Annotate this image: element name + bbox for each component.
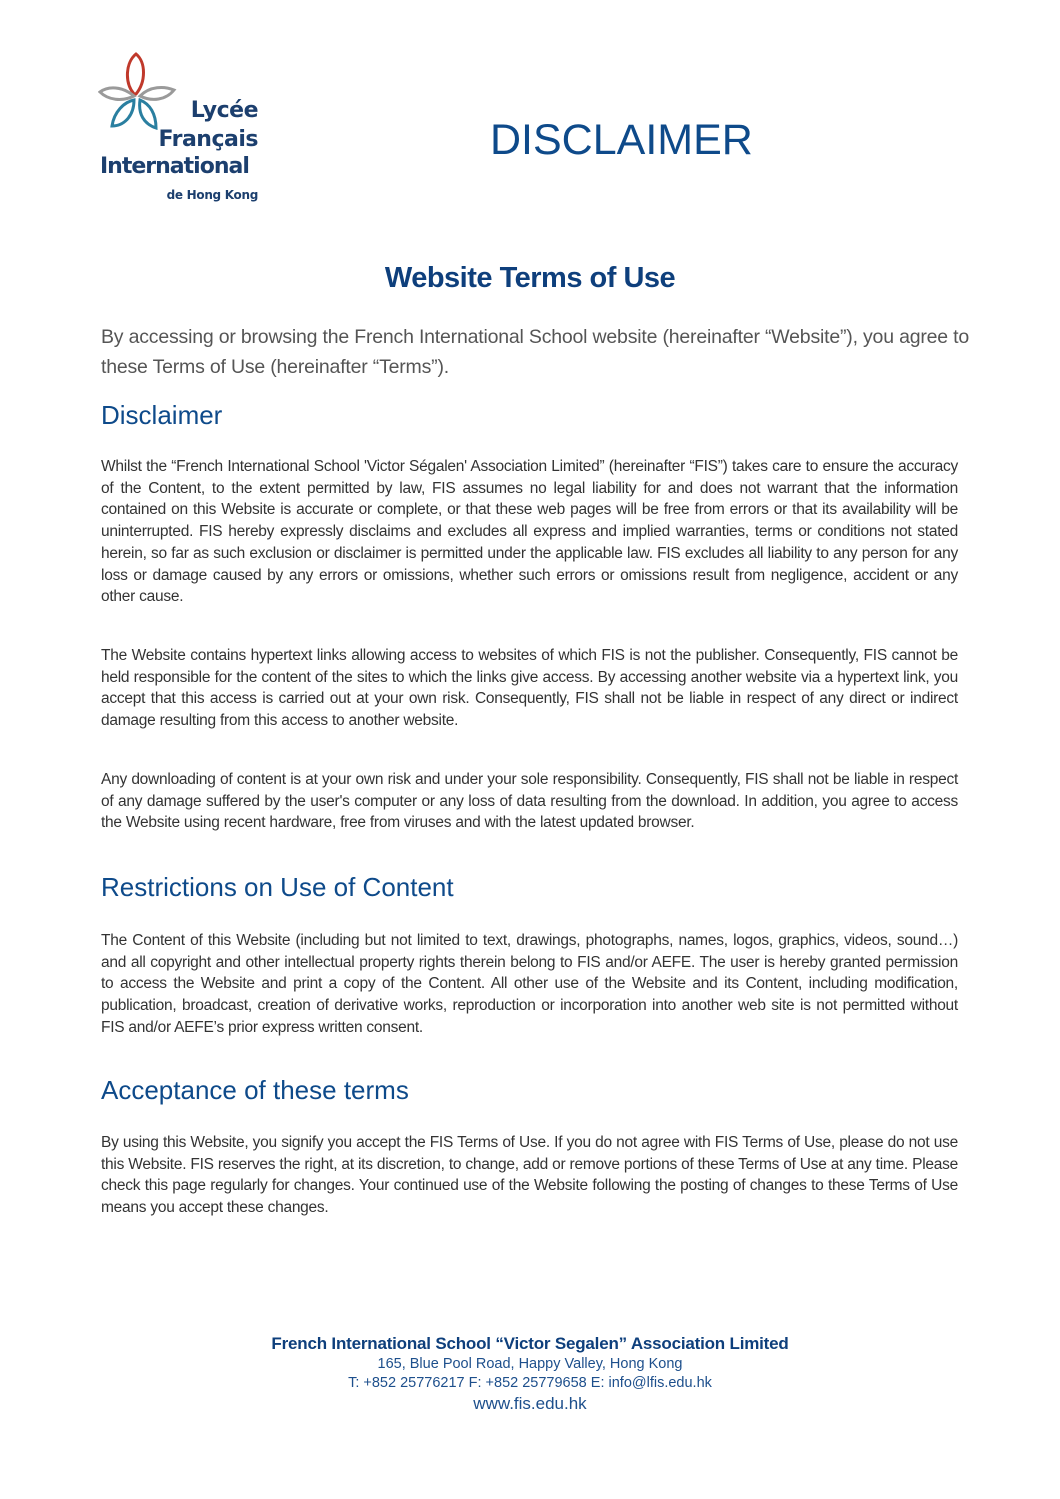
- section-title-disclaimer: Disclaimer: [101, 400, 223, 430]
- footer-contact: T: +852 25776217 F: +852 25779658 E: info@lfis.edu.hk: [348, 1375, 712, 1391]
- paragraph-restrictions: The Content of this Website (including but not limited to text, drawings, photographs, names, logos, graphics, videos, sound…) and all copyright and other intellectual property rights therein belong to FIS and/or AEFE. The user is hereby granted permission to access the Website and print a copy of the Content. All other use of the Website and its Content, including modification, publication, broadcast, creation of derivative works, reproduction or incorporation into another web site is not permitted without FIS and/or AEFE’s prior express written consent.: [101, 932, 958, 1036]
- paragraph-disclaimer-1: Whilst the “French International School 'Victor Ségalen' Association Limited” (hereinafter “FIS”) takes care to ensure the accuracy of the Content, to the extent permitted by law, FIS assumes no legal liability for and does not warrant that the information contained on this Website is accurate or complete, or that these web pages will be free from errors or that its availability will be uninterrupted. FIS hereby expressly disclaims and excludes all express and implied warranties, terms or conditions not stated herein, so far as such exclusion or disclaimer is permitted under the applicable law. FIS excludes all liability to any person for any loss or damage caused by any errors or omissions, whether such errors or omissions result from negligence, accident or any other cause.: [101, 458, 958, 606]
- page-heading: Website Terms of Use: [384, 262, 676, 294]
- document-title: DISCLAIMER: [490, 116, 753, 164]
- school-logo: [98, 50, 268, 215]
- footer-website-link[interactable]: www.fis.edu.hk: [473, 1394, 587, 1413]
- paragraph-disclaimer-2: The Website contains hypertext links allowing access to websites of which FIS is not the publisher. Consequently, FIS cannot be held responsible for the content of the sites to which the links give access. By accessing another website via a hypertext link, you accept that this access is carried out at your own risk. Consequently, FIS shall not be liable in respect of any direct or indirect damage resulting from this access to another website.: [101, 647, 958, 730]
- logo-text-international: International: [100, 154, 249, 179]
- logo-text-hong-kong: de Hong Kong: [166, 188, 258, 202]
- paragraph-acceptance: By using this Website, you signify you accept the FIS Terms of Use. If you do not agree with FIS Terms of Use, please do not use this Website. FIS reserves the right, at its discretion, to change, add or remove portions of these Terms of Use at any time. Please check this page regularly for changes. Your continued use of the Website following the posting of changes to these Terms of Use means you accept these changes.: [101, 1134, 958, 1217]
- footer-address: 165, Blue Pool Road, Happy Valley, Hong Kong: [377, 1356, 683, 1372]
- logo-text-lycee: Lycée: [190, 98, 258, 123]
- section-title-acceptance: Acceptance of these terms: [101, 1075, 409, 1105]
- paragraph-disclaimer-3: Any downloading of content is at your own risk and under your sole responsibility. Consequently, FIS shall not be liable in respect of any damage suffered by the user's computer or any loss of data resulting from the download. In addition, you agree to access the Website using recent hardware, free from viruses and with the latest updated browser.: [101, 771, 958, 832]
- section-title-restrictions: Restrictions on Use of Content: [101, 872, 454, 902]
- footer-organization: French International School “Victor Segalen” Association Limited: [271, 1334, 789, 1353]
- intro-paragraph: By accessing or browsing the French International School website (hereinafter “Website”), you agree to these Terms of Use (hereinafter “Terms”).: [101, 326, 970, 378]
- logo-text-francais: Français: [158, 127, 258, 152]
- flower-logo-icon: [98, 50, 188, 130]
